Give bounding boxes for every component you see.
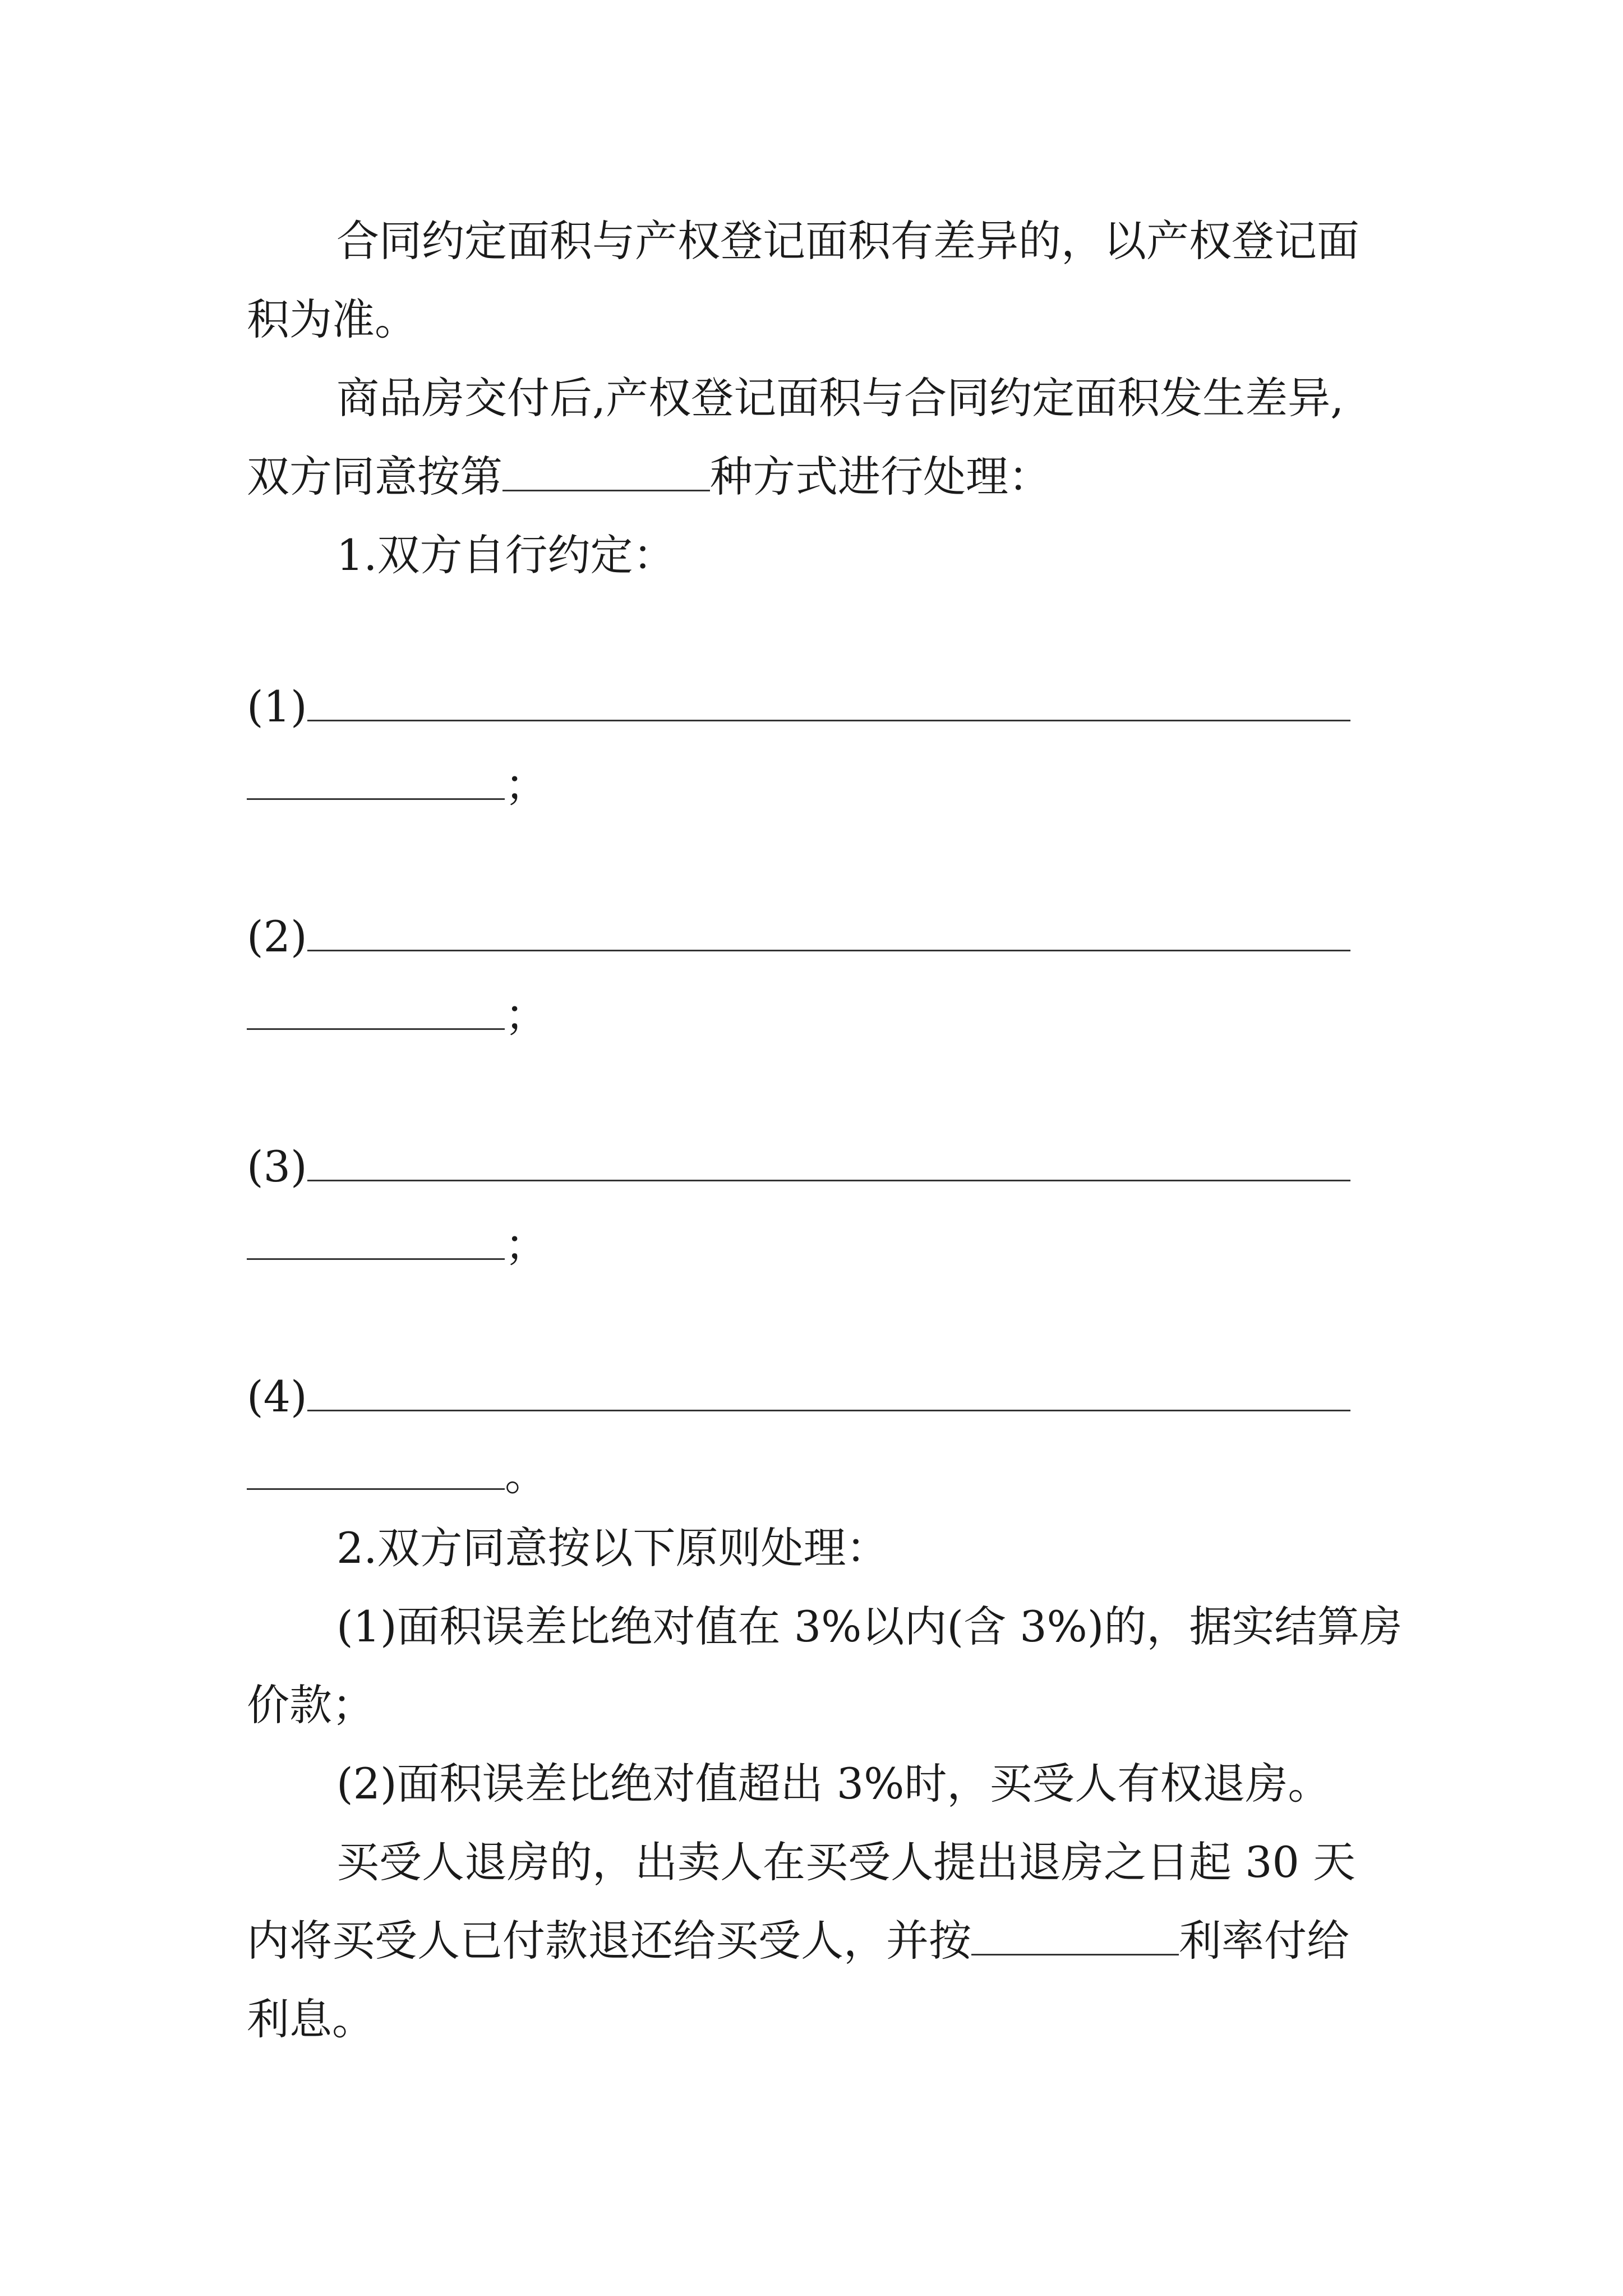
refund-line1: 买受人退房的，出卖人在买受人提出退房之日起 30 天 <box>336 1837 1356 1887</box>
sub-item-1-line1 <box>247 679 1350 735</box>
paragraph-area-difference-line1: 合同约定面积与产权登记面积有差异的，以产权登记面 <box>336 216 1359 266</box>
method-prefix-text: 双方同意按第 <box>247 452 502 501</box>
refund-prefix-text: 内将买受人已付款退还给买受人，并按 <box>247 1916 971 1966</box>
refund-line3: 利息。 <box>247 1994 375 2044</box>
sub-item-2-label: (2) <box>247 912 307 961</box>
sub-item-2-line2 <box>247 987 547 1043</box>
sub-item-4-line2 <box>247 1447 547 1503</box>
rule-2: (2)面积误差比绝对值超出 3%时，买受人有权退房。 <box>336 1759 1331 1809</box>
item-2-heading: 2.双方同意按以下原则处理： <box>336 1523 889 1573</box>
sub-item-4-blank-tail[interactable] <box>247 1448 505 1490</box>
sub-item-3-blank-tail[interactable] <box>247 1218 505 1260</box>
sub-item-2-blank-long[interactable] <box>307 909 1350 951</box>
item-1-heading: 1.双方自行约定： <box>336 530 676 580</box>
refund-line2 <box>247 1913 1349 1969</box>
sub-item-3-blank-long[interactable] <box>307 1139 1350 1181</box>
refund-suffix-text: 利率付给 <box>1179 1916 1349 1966</box>
paragraph-after-delivery-line2 <box>247 449 1051 505</box>
sub-item-1-blank-tail[interactable] <box>247 758 505 800</box>
interest-rate-blank[interactable] <box>971 1913 1179 1955</box>
sub-item-3-line2 <box>247 1217 547 1273</box>
sub-item-4-line1 <box>247 1369 1350 1425</box>
rule-1-line2: 价款； <box>247 1680 375 1730</box>
sub-item-1-blank-long[interactable] <box>307 679 1350 721</box>
sub-item-4-end: 。 <box>505 1450 547 1500</box>
sub-item-3-line1 <box>247 1139 1350 1195</box>
sub-item-2-blank-tail[interactable] <box>247 988 505 1030</box>
sub-item-3-end: ； <box>505 1220 547 1270</box>
sub-item-1-end: ； <box>505 760 547 810</box>
sub-item-1-label: (1) <box>247 682 307 731</box>
sub-item-4-blank-long[interactable] <box>307 1369 1350 1411</box>
sub-item-2-end: ； <box>505 990 547 1040</box>
paragraph-area-difference-line2: 积为准。 <box>247 295 417 344</box>
sub-item-2-line1 <box>247 909 1350 965</box>
sub-item-3-label: (3) <box>247 1142 307 1191</box>
paragraph-after-delivery-line1: 商品房交付后,产权登记面积与合同约定面积发生差异, <box>336 373 1344 423</box>
method-suffix-text: 种方式进行处理： <box>710 452 1051 501</box>
sub-item-1-line2 <box>247 757 547 813</box>
sub-item-4-label: (4) <box>247 1372 307 1421</box>
method-number-blank[interactable] <box>502 449 710 491</box>
rule-1-line1: (1)面积误差比绝对值在 3%以内(含 3%)的，据实结算房 <box>336 1602 1403 1651</box>
